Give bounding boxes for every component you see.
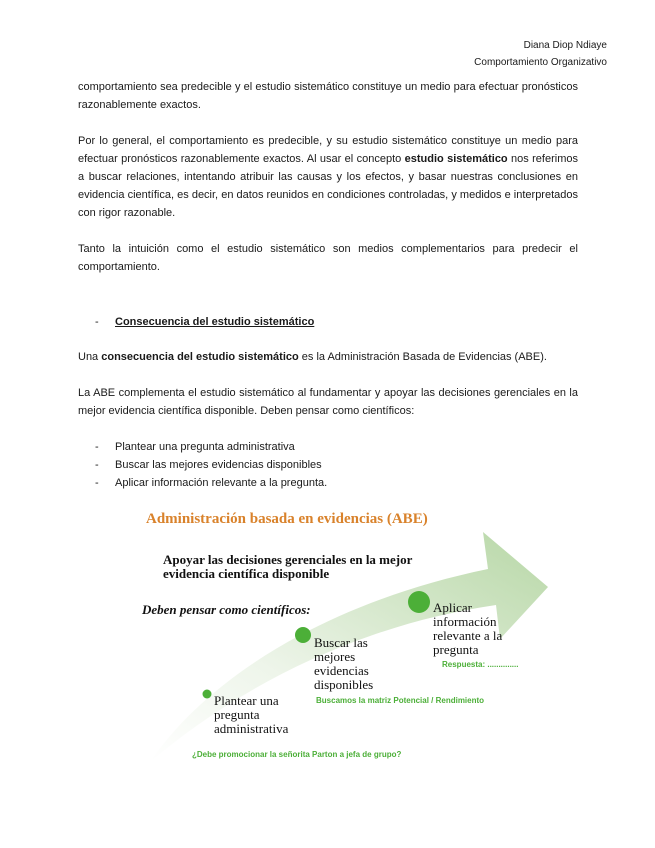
paragraph-4-text-a: Una [78,351,102,363]
bullet-item [95,438,295,456]
step2-dot [295,627,311,643]
paragraph-3: Tanto la intuición como el estudio sistemático son medios complementarios para predecir el comportamiento. [78,243,578,273]
section-title: Consecuencia del estudio sistemático [115,316,315,328]
paragraph-4-text-b: es la Administración Basada de Evidencias (ABE). [298,351,547,363]
question-note: ¿Debe promocionar la señorita Parton a jefa de grupo? [192,750,402,759]
figure-subtitle-line: Apoyar las decisiones gerenciales en la mejor [163,552,413,567]
section-heading [95,313,314,331]
paragraph-2-bold: estudio sistemático [404,153,508,165]
step2-label [314,636,373,692]
step1-line: pregunta [214,707,260,722]
step2-line: mejores [314,649,356,664]
step3-line: información [433,614,497,629]
step1-label [214,694,288,736]
bullet-text: Aplicar información relevante a la pregunta. [115,477,328,489]
paragraph-2-text-a: Por lo general, el comportamiento es predecible, y su estudio sistemático constituye un medio para efectuar pronósticos razonablemente exactos. Al usar el concepto [78,135,578,165]
paragraph-1: comportamiento sea predecible y el estudio sistemático constituye un medio para efectuar pronósticos razonablemente exactos. [78,81,578,111]
header-author: Diana Diop Ndiaye [523,40,607,51]
paragraph-4-bold: consecuencia del estudio sistemático [101,351,299,363]
step3-label [433,601,502,657]
paragraph-4 [78,348,578,366]
figure-italic-label: Deben pensar como científicos: [142,602,311,617]
section-dash: - [95,316,99,328]
paragraph-2-text-b: nos referimos a buscar relaciones, intentando atribuir las causas y los efectos, y basar nuestras conclusiones en evidencia científica, es decir, en datos reunidos en condiciones controladas, y medidos e interpretados con rigor razonable. [78,153,578,219]
bullet-text: Plantear una pregunta administrativa [115,441,295,453]
step1-line: Plantear una [214,693,279,708]
bullet-text: Buscar las mejores evidencias disponibles [115,459,322,471]
header-subject: Comportamiento Organizativo [474,57,607,68]
bullet-dash: - [95,477,99,489]
figure-subtitle [163,553,412,581]
step3-line: Aplicar [433,600,472,615]
step2-line: disponibles [314,677,374,692]
paragraph-2 [78,132,578,222]
step1-dot [203,690,212,699]
step1-line: administrativa [214,721,289,736]
figure-title: Administración basada en evidencias (ABE) [146,511,428,527]
bullet-item [95,474,327,492]
bullet-item [95,456,322,474]
step3-line: pregunta [433,642,479,657]
matrix-note: Buscamos la matriz Potencial / Rendimiento [316,696,485,705]
step3-line: relevante a la [433,628,503,643]
page-header [474,37,607,71]
answer-note: Respuesta: .............. [442,660,519,669]
abe-figure [128,507,548,777]
step2-line: Buscar las [314,635,368,650]
figure-subtitle-line: evidencia científica disponible [163,566,330,581]
bullet-dash: - [95,459,99,471]
step3-dot [408,591,430,613]
step2-line: evidencias [314,663,369,678]
paragraph-5: La ABE complementa el estudio sistemático al fundamentar y apoyar las decisiones gerenciales en la mejor evidencia científica disponible. Deben pensar como científicos: [78,387,578,417]
bullet-dash: - [95,441,99,453]
